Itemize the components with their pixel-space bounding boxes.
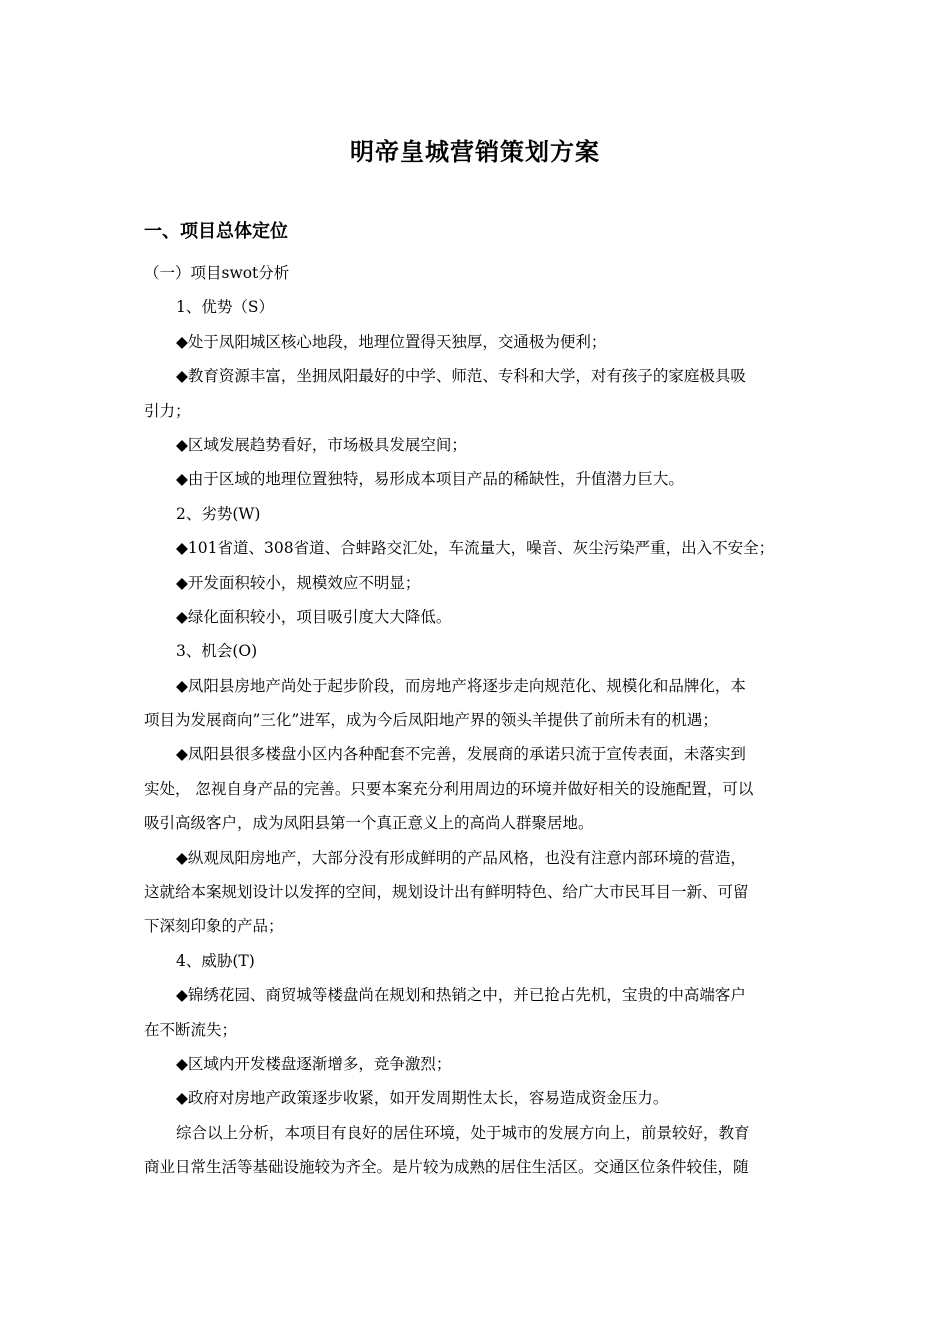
text-line: 1、优势（S）: [176, 298, 274, 317]
text-line: 3、机会(O): [176, 642, 258, 661]
text-line: 综合以上分析，本项目有良好的居住环境，处于城市的发展方向上，前景较好，教育: [176, 1123, 750, 1142]
text-line: ◆处于凤阳城区核心地段，地理位置得天独厚，交通极为便利；: [176, 332, 607, 351]
text-line: 实处， 忽视自身产品的完善。只要本案充分利用周边的环境并做好相关的设施配置，可以: [144, 779, 754, 798]
text-line: ◆凤阳县房地产尚处于起步阶段，而房地产将逐步走向规范化、规模化和品牌化，本: [176, 676, 746, 695]
text-line: 商业日常生活等基础设施较为齐全。是片较为成熟的居住生活区。交通区位条件较佳，随: [144, 1158, 749, 1177]
text-line: 这就给本案规划设计以发挥的空间，规划设计出有鲜明特色、给广大市民耳目一新、可留: [144, 883, 749, 902]
text-line: （一）项目swot分析: [144, 264, 290, 282]
text-line: 在不断流失；: [144, 1020, 238, 1039]
text-line: ◆由于区域的地理位置独特，易形成本项目产品的稀缺性，升值潜力巨大。: [176, 470, 684, 489]
document-title: 明帝皇城营销策划方案: [350, 137, 600, 166]
text-line: ◆区域发展趋势看好，市场极具发展空间；: [176, 435, 467, 454]
text-line: 2、劣势(W): [176, 504, 261, 523]
text-line: 项目为发展商向”三化”进军，成为今后凤阳地产界的领头羊提供了前所未有的机遇；: [144, 711, 718, 730]
document-body: [144, 256, 812, 1185]
text-line: ◆凤阳县很多楼盘小区内各种配套不完善，发展商的承诺只流于宣传表面，未落实到: [176, 745, 746, 764]
text-line: ◆锦绣花园、商贸城等楼盘尚在规划和热销之中，并已抢占先机，宝贵的中高端客户: [176, 986, 746, 1005]
text-line: 4、威胁(T): [176, 951, 255, 970]
text-line: ◆101省道、308省道、合蚌路交汇处，车流量大，噪音、灰尘污染严重，出入不安全；: [176, 539, 775, 558]
text-line: ◆纵观凤阳房地产，大部分没有形成鲜明的产品风格，也没有注意内部环境的营造，: [176, 848, 746, 867]
text-line: ◆开发面积较小，规模效应不明显；: [176, 573, 421, 592]
text-line: 吸引高级客户，成为凤阳县第一个真正意义上的高尚人群聚居地。: [144, 814, 594, 833]
section-heading: 一、项目总体定位: [144, 221, 288, 242]
text-line: 引力；: [144, 401, 191, 420]
text-line: ◆政府对房地产政策逐步收紧，如开发周期性太长，容易造成资金压力。: [176, 1089, 669, 1108]
text-line: ◆教育资源丰富，坐拥凤阳最好的中学、师范、专科和大学，对有孩子的家庭极具吸: [176, 367, 746, 386]
text-line: ◆区域内开发楼盘逐渐增多，竞争激烈；: [176, 1054, 452, 1073]
text-line: 下深刻印象的产品；: [144, 917, 284, 936]
text-line: ◆绿化面积较小，项目吸引度大大降低。: [176, 607, 452, 626]
